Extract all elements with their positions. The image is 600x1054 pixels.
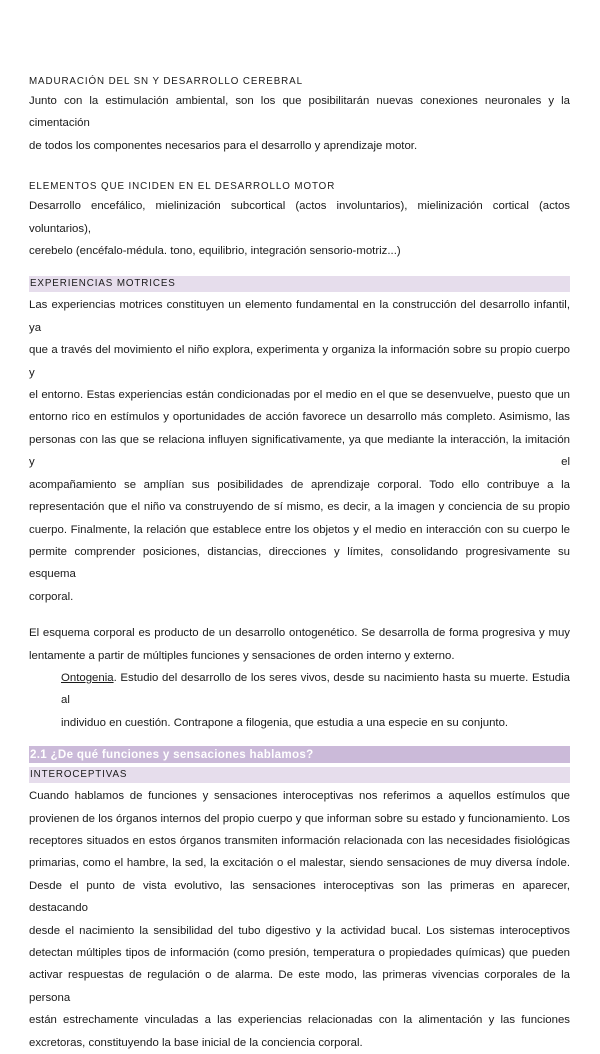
text-line: están estrechamente vinculadas a las experiencias relacionadas con la alimentación y las funciones: [29, 1014, 570, 1027]
paragraph-interoceptivas: [29, 785, 570, 1054]
document-page: [29, 74, 570, 1054]
heading-interoceptivas: INTEROCEPTIVAS: [29, 767, 570, 783]
text-line: excretoras, constituyendo la base inicial de la conciencia corporal.: [29, 1036, 363, 1049]
ontogenia-term: Ontogenia: [61, 671, 114, 684]
heading-funciones: 2.1 ¿De qué funciones y sensaciones hablamos?: [29, 746, 570, 763]
text-line: representación que el niño va construyendo de sí mismo, es decir, a la imagen y conciencia de su propio: [29, 501, 570, 514]
text-line: Desarrollo encefálico, mielinización subcortical (actos involuntarios), mielinización cortical (actos voluntarios),: [29, 200, 570, 235]
ontogenia-text: . Estudio del desarrollo de los seres vivos, desde su nacimiento hasta su muerte. Estudia al: [61, 671, 570, 707]
text-line: acompañamiento se amplían sus posibilidades de aprendizaje corporal. Todo ello contribuye a la: [29, 478, 570, 491]
text-line: cuerpo. Finalmente, la relación que establece entre los objetos y el medio en interacción con su cuerpo le: [29, 523, 570, 536]
heading-maduracion: MADURACIÓN DEL SN Y DESARROLLO CEREBRAL: [29, 76, 303, 87]
ontogenia-definition: [61, 667, 570, 734]
text-line: el entorno. Estas experiencias están condicionadas por el medio en el que se desenvuelve, puesto que un: [29, 389, 570, 402]
heading-experiencias: EXPERIENCIAS MOTRICES: [29, 276, 570, 292]
text-line: El esquema corporal es producto de un desarrollo ontogenético. Se desarrolla de forma progresiva y muy: [29, 627, 570, 640]
text-line: cerebelo (encéfalo-médula. tono, equilibrio, integración sensorio-motriz...): [29, 245, 401, 258]
paragraph-esquema: [29, 622, 570, 667]
heading-elementos: ELEMENTOS QUE INCIDEN EN EL DESARROLLO MOTOR: [29, 181, 336, 193]
text-line: detectan múltiples tipos de información (como presión, temperatura o propiedades químicas) que pueden: [29, 947, 570, 959]
text-line: individuo en cuestión. Contrapone a filogenia, que estudia a una especie en su conjunto.: [61, 716, 509, 729]
text-line: provienen de los órganos internos del propio cuerpo y que informan sobre su estado y funcionamiento. Los: [29, 812, 570, 825]
text-line: corporal.: [29, 590, 74, 603]
text-line: lentamente a partir de múltiples funciones y sensaciones de orden interno y externo.: [29, 649, 455, 662]
text-line: receptores situados en estos órganos transmiten información relacionada con las necesidades fisiológicas: [29, 834, 570, 847]
text-line: entorno rico en estímulos y oportunidades de acción favorece un desarrollo más completo. Asimismo, las: [29, 411, 570, 424]
text-line: permite comprender posiciones, distancias, direcciones y límites, consolidando progresivamente su esquema: [29, 545, 570, 581]
text-line: activar respuestas de regulación o de alarma. De este modo, las primeras vivencias corporales de la persona: [29, 969, 570, 1004]
paragraph-elementos: [29, 195, 570, 262]
text-line: [61, 667, 570, 712]
text-line: desde el nacimiento la sensibilidad del tubo digestivo y la actividad bucal. Los sistemas interoceptivos: [29, 924, 570, 937]
paragraph-experiencias: [29, 294, 570, 608]
text-line: Las experiencias motrices constituyen un elemento fundamental en la construcción del desarrollo infantil, ya: [29, 299, 570, 334]
text-line: personas con las que se relaciona influyen significativamente, ya que mediante la interacción, la imitación y el: [29, 433, 570, 469]
text-line: Cuando hablamos de funciones y sensaciones interoceptivas nos referimos a aquellos estímulos que: [29, 790, 570, 803]
text-line: Junto con la estimulación ambiental, son los que posibilitarán nuevas conexiones neuronales y la cimentación: [29, 95, 570, 130]
text-line: Desde el punto de vista evolutivo, las sensaciones interoceptivas son las primeras en aparecer, destacando: [29, 879, 570, 915]
paragraph-maduracion: [29, 90, 570, 157]
text-line: primarias, como el hambre, la sed, la excitación o el malestar, siendo sensaciones de muy diversa índole.: [29, 857, 570, 870]
text-line: que a través del movimiento el niño explora, experimenta y organiza la información sobre su propio cuerpo y: [29, 344, 570, 379]
text-line: de todos los componentes necesarios para el desarrollo y aprendizaje motor.: [29, 139, 418, 152]
